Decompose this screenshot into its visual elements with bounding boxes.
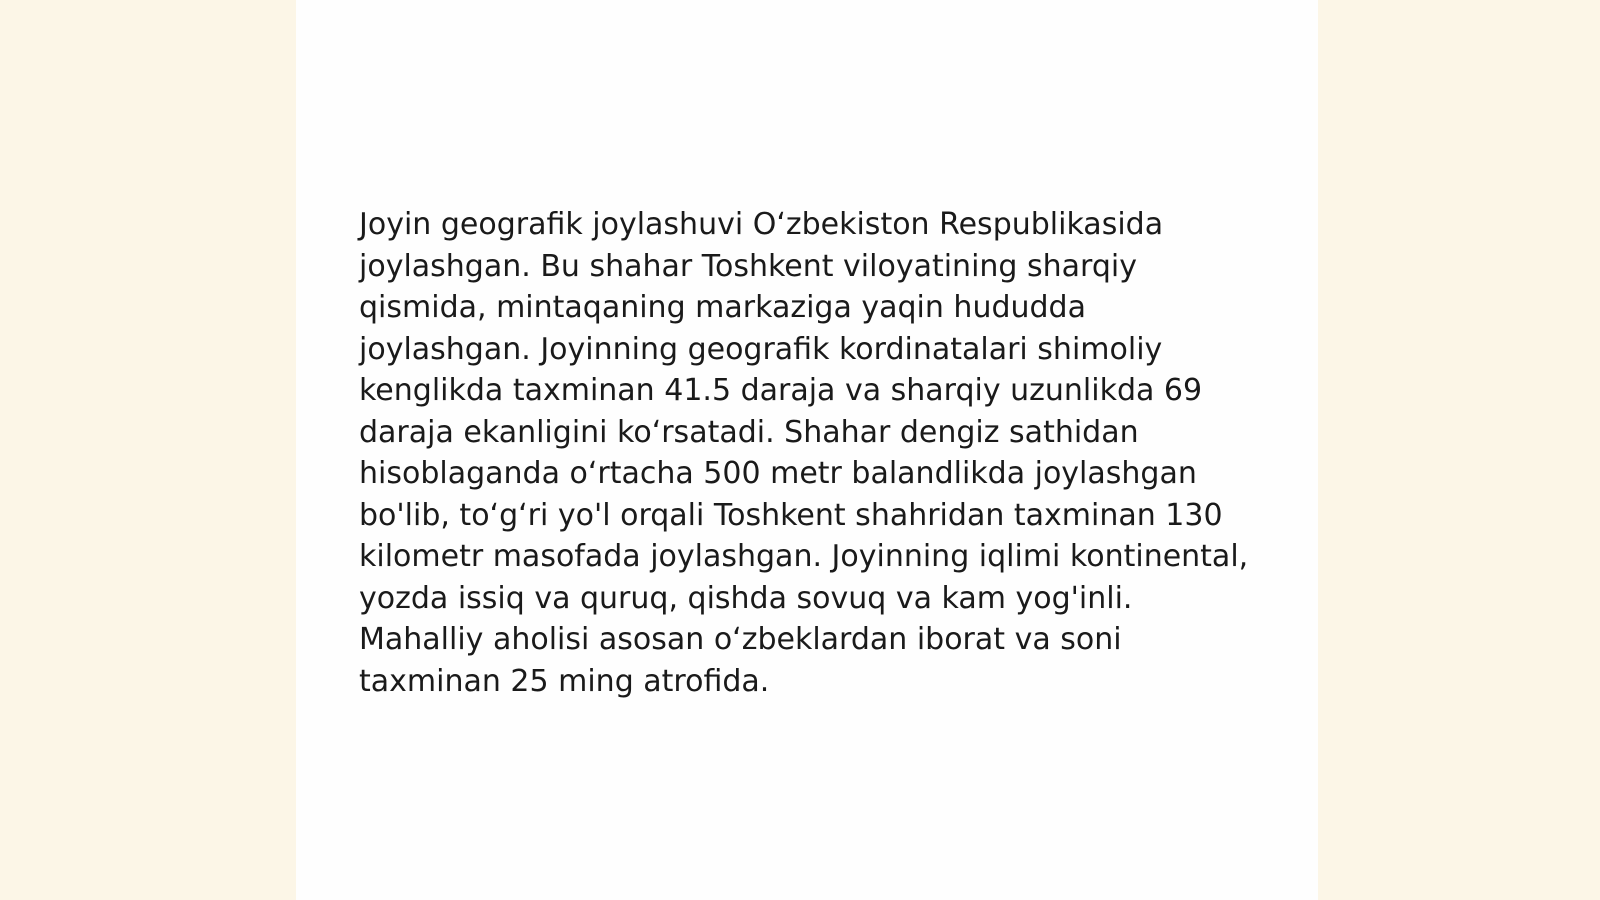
- document-page: [296, 0, 1318, 900]
- body-paragraph: Joyin geografik joylashuvi O‘zbekiston Respublikasida joylashgan. Bu shahar Toshkent viloyatining sharqiy qismida, mintaqaning markaziga yaqin hududda joylashgan. Joyinning geografik kordinatalari shimoliy kenglikda taxminan 41.5 daraja va sharqiy uzunlikda 69 daraja ekanligini ko‘rsatadi. Shahar dengiz sathidan hisoblaganda o‘rtacha 500 metr balandlikda joylashgan bo'lib, to‘g‘ri yo'l orqali Toshkent shahridan taxminan 130 kilometr masofada joylashgan. Joyinning iqlimi kontinental, yozda issiq va quruq, qishda sovuq va kam yog'inli. Mahalliy aholisi asosan o‘zbeklardan iborat va soni taxminan 25 ming atrofida.: [359, 207, 1249, 699]
